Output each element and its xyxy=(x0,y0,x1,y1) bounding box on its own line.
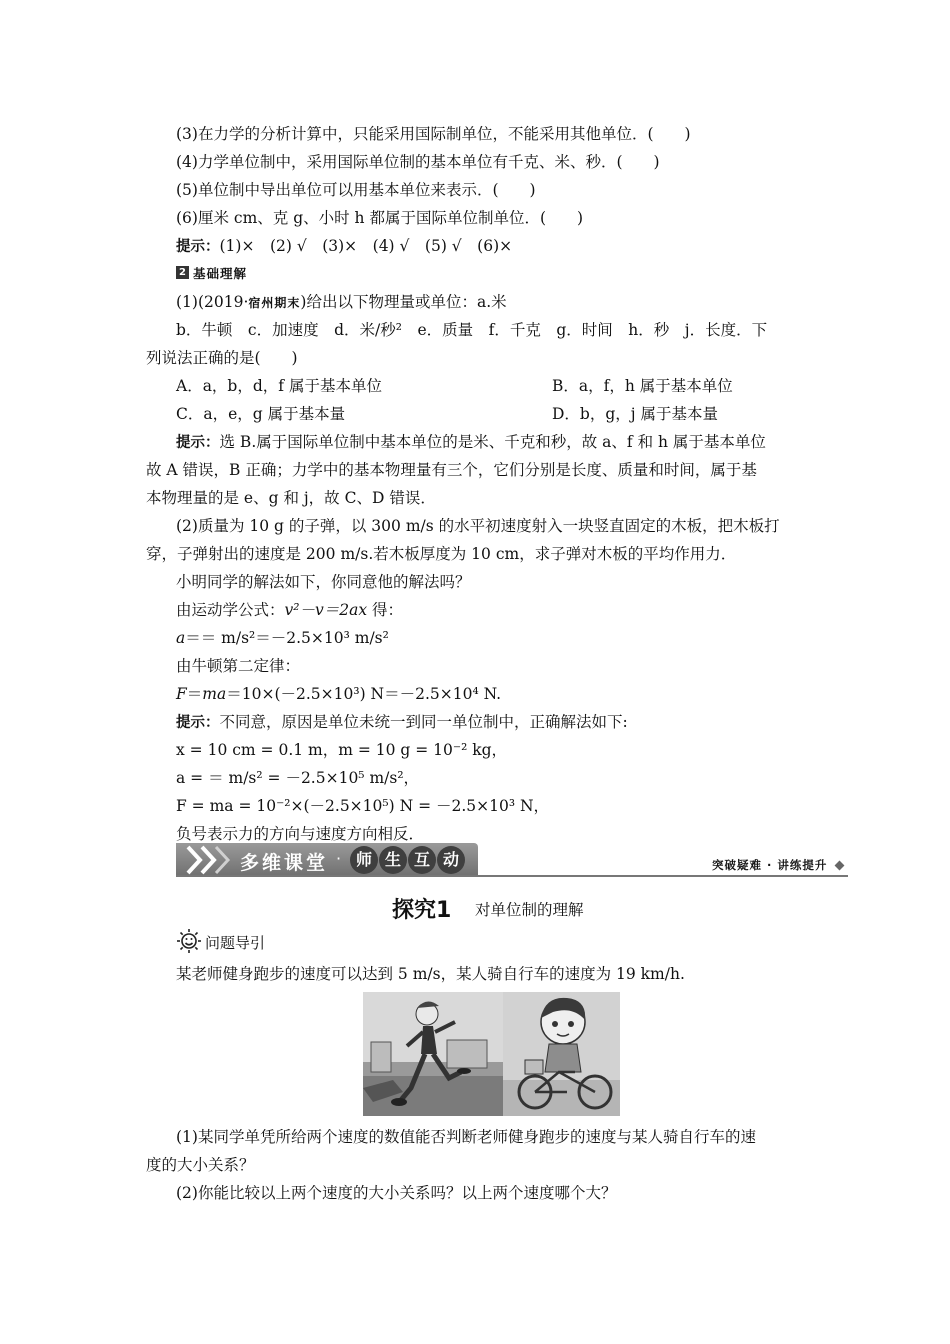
section-title: 基础理解 xyxy=(193,266,248,281)
s2-q2-formula3: F＝ma＝10×(－2.5×10³) N＝－2.5×10⁴ N. xyxy=(176,685,502,703)
option-a: A．a，b，d，f 属于基本单位 xyxy=(176,377,382,395)
sun-face-icon xyxy=(176,928,202,954)
hint-answers xyxy=(176,236,512,257)
section-badge: 2 xyxy=(176,266,189,279)
solution-line2: a = ＝ m/s² = －2.5×10⁵ m/s²， xyxy=(176,769,420,787)
kinematics-formula: v²－v＝2ax xyxy=(284,601,368,619)
question-3: (3)在力学的分析计算中，只能采用国际制单位，不能采用其他单位．( ) xyxy=(176,125,691,143)
hint-label: 提示： xyxy=(176,239,220,255)
explore-subtitle: 对单位制的理解 xyxy=(475,901,584,919)
solution-line3: F = ma = 10⁻²×(－2.5×10⁵) N = －2.5×10³ N， xyxy=(176,797,550,815)
s2-q1-line1 xyxy=(176,292,507,313)
banner-char-3: 互 xyxy=(408,846,436,874)
question-4: (4)力学单位制中，采用国际单位制的基本单位有千克、米、秒．( ) xyxy=(176,153,660,171)
question-6: (6)厘米 cm、克 g、小时 h 都属于国际单位制单位．( ) xyxy=(176,209,584,227)
explore-intro: 某老师健身跑步的速度可以达到 5 m/s，某人骑自行车的速度为 19 km/h. xyxy=(176,965,685,983)
s2-q2-line1: (2)质量为 10 g 的子弹，以 300 m/s 的水平初速度射入一块竖直固定的木板，把木板打 xyxy=(176,517,780,535)
s2-q2-line3: 小明同学的解法如下，你同意他的解法吗？ xyxy=(176,573,471,591)
runner-picture xyxy=(363,992,503,1116)
option-d: D．b，g，j 属于基本量 xyxy=(552,405,719,423)
kinematics-end: 得： xyxy=(367,601,404,619)
cyclist-picture xyxy=(503,992,620,1116)
banner-circle-chars xyxy=(350,846,466,874)
hint1-label: 提示： xyxy=(176,435,220,451)
explore-q1-line2: 度的大小关系？ xyxy=(146,1156,255,1174)
option-c: C．a，e，g 属于基本量 xyxy=(176,405,346,423)
explore-q2: (2)你能比较以上两个速度的大小关系吗？以上两个速度哪个大？ xyxy=(176,1184,617,1202)
running-and-cycling-illustration xyxy=(363,992,620,1116)
hint1-text: 选 B.属于国际单位制中基本单位的是米、千克和秒，故 a、f 和 h 属于基本单位 xyxy=(219,433,766,451)
diamond-icon xyxy=(835,861,845,871)
s2-q1-prefix: (1)(2019· xyxy=(176,293,249,311)
banner-right-text: 突破疑难 · 讲练提升 xyxy=(712,858,828,872)
s2-q1-suffix: )给出以下物理量或单位：a.米 xyxy=(300,293,507,311)
banner-char-2: 生 xyxy=(379,846,407,874)
s2-q2-formula2 xyxy=(176,628,389,648)
hint-text: (1)× (2) √ (3)× (4) √ (5) √ (6)× xyxy=(219,237,513,255)
force-formula: ＝10×(－2.5×10³) N＝－2.5×10⁴ N. xyxy=(226,685,502,703)
s2-q1-line2: b．牛顿 c．加速度 d．米/秒² e．质量 f．千克 g．时间 h．秒 j．长度．下 xyxy=(176,321,768,339)
explore-title: 探究1 xyxy=(392,898,452,923)
banner-char-1: 师 xyxy=(350,846,378,874)
chevron-arrows-icon xyxy=(184,845,232,875)
question-5: (5)单位制中导出单位可以用基本单位来表示．( ) xyxy=(176,181,536,199)
hint2-line xyxy=(176,712,628,733)
banner-underline xyxy=(176,875,848,877)
s2-q2-line6: 由牛顿第二定律： xyxy=(176,657,301,675)
force-symbol: F xyxy=(176,685,187,703)
accel-symbol: a xyxy=(176,629,186,647)
banner-dot: · xyxy=(336,849,342,868)
kinematics-label: 由运动学公式： xyxy=(176,601,285,619)
explore-q1-line1: (1)某同学单凭所给两个速度的数值能否判断老师健身跑步的速度与某人骑自行车的速 xyxy=(176,1128,756,1146)
solution-line1: x = 10 cm = 0.1 m，m = 10 g = 10⁻² kg， xyxy=(176,741,508,759)
banner-left-text: 多维课堂 xyxy=(240,852,329,874)
hint1-line2: 故 A 错误，B 正确；力学中的基本物理量有三个，它们分别是长度、质量和时间，属于基 xyxy=(146,461,757,479)
s2-q2-line2: 穿，子弹射出的速度是 200 m/s.若木板厚度为 10 cm，求子弹对木板的平均作用力． xyxy=(146,545,737,563)
banner-char-4: 动 xyxy=(437,846,465,874)
hint2-text: 不同意，原因是单位未统一到同一单位制中，正确解法如下: xyxy=(219,713,628,731)
hint1-line3: 本物理量的是 e、g 和 j，故 C、D 错误． xyxy=(146,489,436,507)
solution-line4: 负号表示力的方向与速度方向相反． xyxy=(176,825,425,843)
ma-symbol: ma xyxy=(202,685,227,703)
accel-formula: ＝＝ m/s²＝－2.5×10³ m/s² xyxy=(185,629,389,647)
s2-q2-line4 xyxy=(176,600,403,620)
option-b: B．a，f，h 属于基本单位 xyxy=(552,377,733,395)
hint2-label: 提示： xyxy=(176,715,220,731)
hint1-line1 xyxy=(176,432,766,453)
s2-q1-tag: 宿州期末 xyxy=(248,296,301,310)
s2-q1-line3: 列说法正确的是( ) xyxy=(146,349,298,367)
guide-title: 问题导引 xyxy=(205,934,266,952)
